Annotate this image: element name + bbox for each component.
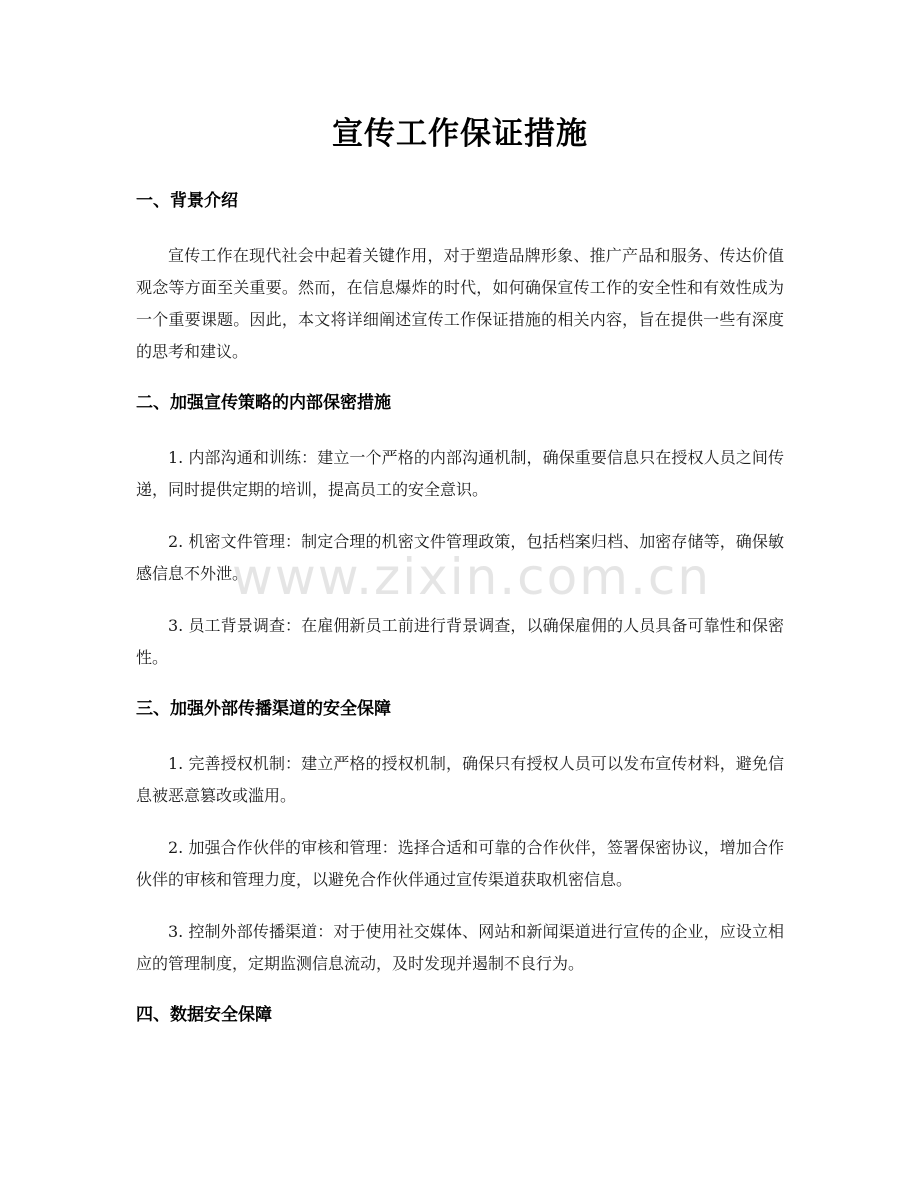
section-heading: 四、数据安全保障	[136, 1005, 272, 1025]
paragraph: 宣传工作在现代社会中起着关键作用，对于塑造品牌形象、推广产品和服务、传达价值观念等方面至关重要。然而，在信息爆炸的时代，如何确保宣传工作的安全性和有效性成为一个重要课题。因此，本文将详细阐述宣传工作保证措施的相关内容，旨在提供一些有深度的思考和建议。	[136, 246, 784, 361]
page-title: 宣传工作保证措施	[332, 116, 588, 152]
paragraph: 1. 内部沟通和训练：建立一个严格的内部沟通机制，确保重要信息只在授权人员之间传递，同时提供定期的培训，提高员工的安全意识。	[136, 448, 784, 499]
section-heading: 三、加强外部传播渠道的安全保障	[136, 699, 391, 719]
paragraph: 3. 控制外部传播渠道：对于使用社交媒体、网站和新闻渠道进行宣传的企业，应设立相应的管理制度，定期监测信息流动，及时发现并遏制不良行为。	[136, 922, 784, 973]
paragraph: 3. 员工背景调查：在雇佣新员工前进行背景调查，以确保雇佣的人员具备可靠性和保密性。	[136, 616, 784, 667]
document-body	[136, 186, 784, 1030]
section-heading: 二、加强宣传策略的内部保密措施	[136, 393, 391, 413]
paragraph: 1. 完善授权机制：建立严格的授权机制，确保只有授权人员可以发布宣传材料，避免信息被恶意篡改或滥用。	[136, 754, 784, 805]
section-heading: 一、背景介绍	[136, 191, 238, 211]
paragraph: 2. 机密文件管理：制定合理的机密文件管理政策，包括档案归档、加密存储等，确保敏感信息不外泄。	[136, 532, 784, 583]
paragraph: 2. 加强合作伙伴的审核和管理：选择合适和可靠的合作伙伴，签署保密协议，增加合作伙伴的审核和管理力度，以避免合作伙伴通过宣传渠道获取机密信息。	[136, 838, 784, 889]
watermark: www.zixin.com.cn	[232, 548, 712, 606]
